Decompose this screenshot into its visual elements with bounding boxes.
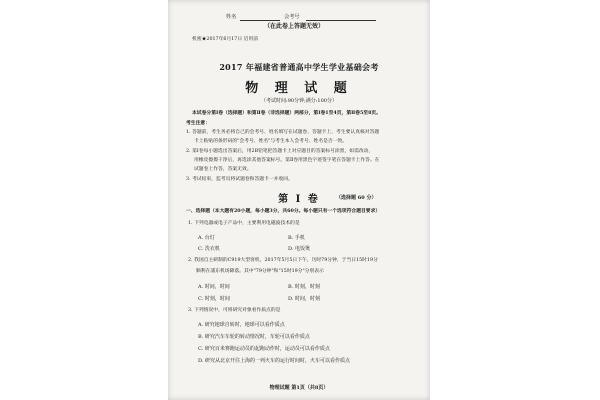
seal-text: 机密★2017年6月17日 启用前 [192,37,259,42]
section-instruction: 一、选择题（本大题有20小题，每小题3分，共60分。每小题只有一个选项符合题目要求） [186,208,381,214]
intro-item2c: 试题卷上作答，答案无效。 [194,167,252,172]
q2-option-b: B. 时刻，时刻 [288,284,320,290]
q1-option-a: A. 台灯 [198,235,215,241]
name-underline [240,20,280,21]
q1-stem: 1. 下列电器或电子产品中，主要利用电磁波技术的是 [188,221,300,226]
q2-stem-1: 2. 我国自主研制的C919大型客机，2017年5月5日下午，历时79分钟，于当日15时19分 [188,258,378,263]
q1-option-d: D. 电饭煲 [288,246,311,252]
section-note: （选择题 60 分） [336,195,377,201]
exam-time-note: （考试时间:90分钟;满分:100分） [261,98,337,104]
q1-option-b: B. 手机 [288,235,305,241]
q3-option-a: A. 研究地球自转时，地球可以看作质点 [198,322,285,328]
name-label: 姓名 [226,14,237,20]
exam-title: 物 理 试 题 [245,81,353,96]
notice-text: （在此卷上答题无效） [264,23,325,30]
intro-notice-heading: 考生注意： [186,120,210,126]
q2-option-c: C. 时刻，时间 [198,296,230,302]
q3-stem: 3. 下列情况中，可将研究对象看作质点的是 [188,308,281,313]
q2-option-a: A. 时间，时间 [198,284,230,290]
intro-item1b: 卡上粘贴的条形码的"会考号、姓名"与考生本人会考号、姓名是否一致。 [194,139,348,144]
exam-paper [168,0,430,400]
exam-no-label: 会考号 [284,14,300,20]
intro-item1a: 1. 答题前，考生务必将自己的会考号、姓名填写在试题卷、答题卡上，考生要认真核对答题 [186,130,380,135]
q1-option-c: C. 洗衣机 [198,246,220,252]
intro-item3: 3. 考试结束，监考员将试题卷和答题卡一并收回。 [186,177,293,182]
q3-option-b: B. 研究汽车车轮的转动情况时，车轮可以看作质点 [198,334,310,340]
intro-item2a: 2. 第Ⅰ卷每小题选出答案后，用2B铅笔把答题卡上对应题目的答案标号涂黑，如需改动， [186,149,374,154]
q3-option-d: D. 研究从北京开往上海的一列火车的运行时间时，火车可以看作质点 [198,358,351,364]
exam-no-underline [306,20,376,21]
q3-option-c: C. 研究百米赛跑运动员的起跑动作时，运动员可以看作质点 [198,346,330,352]
q2-option-d: D. 时间，时刻 [288,296,321,302]
intro-item2b: 用橡皮擦擦干净后，再选涂其他答案标号。第Ⅱ卷用黑色字迹签字笔在答题卡上作答。在 [194,158,380,163]
page-footer: 物理试题 第1页（共8页） [269,385,329,391]
intro-line1: 本试卷分第Ⅰ卷（选择题）和第Ⅱ卷（非选择题）两部分，第Ⅰ卷1至4页，第Ⅱ卷5至8页。 [192,110,382,116]
section-title: 第 Ⅰ 卷 [278,194,320,205]
q2-stem-2: 顺利在浦东机场降落。其中"79分钟"和"15时19分"分别表示 [196,269,324,274]
exam-title-line1: 2017 年福建省普通高中学生学业基础会考 [219,62,379,72]
